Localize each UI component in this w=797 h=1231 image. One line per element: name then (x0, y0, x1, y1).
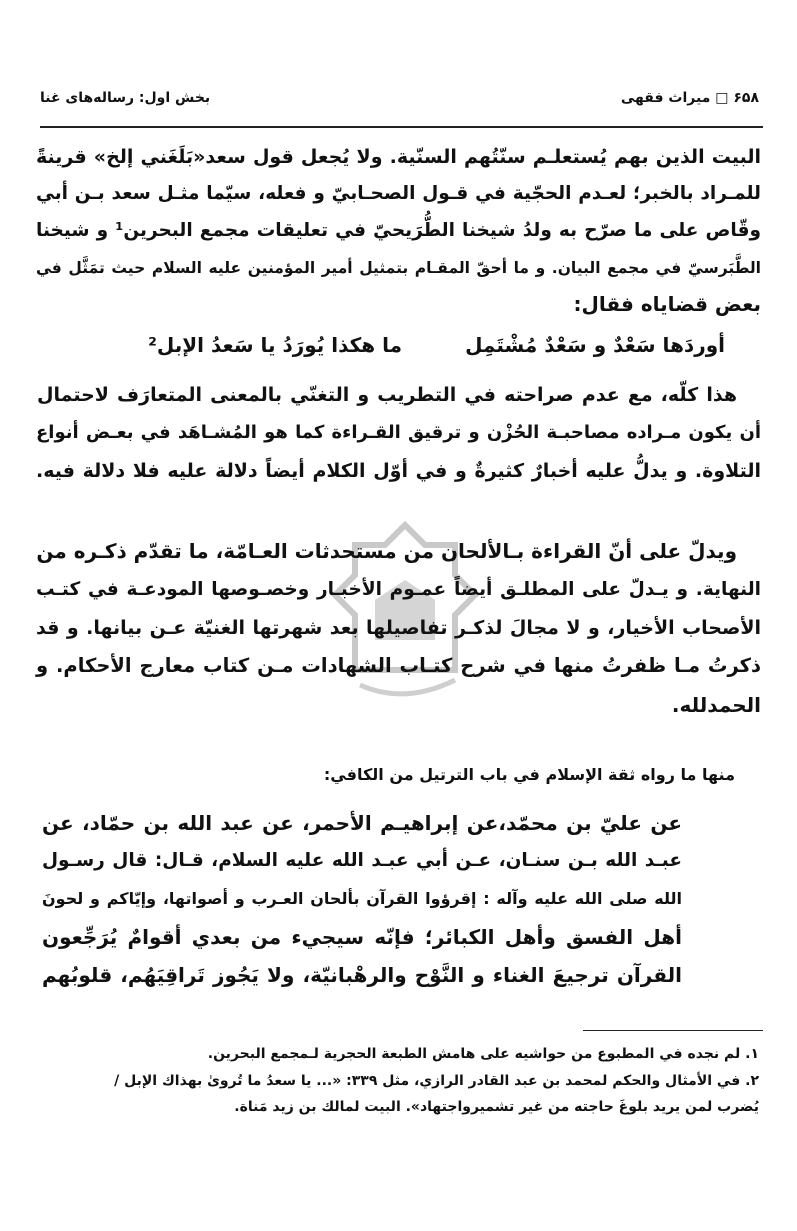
poem-hemistich-left: ما هكذا يُورَدُ يا سَعدُ الإبل² (148, 333, 402, 357)
footnote-1: ١. لم نجده في المطبوع من حواشيه على هامش الطبعة الحجرية لـمجمع البحرين. (207, 1046, 759, 1062)
footnote-rule (583, 1030, 763, 1031)
hadith-line: القرآن ترجيعَ الغناء و النَّوْح والرهْبانيّة، ولا يَجُوز تَراقِيَهُم، قلوبُهم (42, 963, 682, 987)
footnote-2-continued: يُضرب لمن يريد بلوغَ حاجته من غير تشميرواجتهاد». البيت لمالك بن زيد مَناة. (234, 1099, 759, 1115)
text-line: النهاية. و يـدلّ على المطلـق أيضاً عمـوم الأخبـار وخصـوصها المودعـة في كتـب (36, 579, 761, 600)
text-line: الطَّبَرسيّ في مجمع البيان. و ما أحقّ المقـام بتمثيل أمير المؤمنين عليه السلام حيث تمَثَّل في (36, 259, 761, 277)
page-number-header: ۶۵۸ □ میراث فقهی (620, 90, 759, 106)
header-rule (40, 126, 763, 128)
text-line: للمـراد بالخبر؛ لعـدم الحجّية في قـول الصحـابيّ و فعله، سيّما مثـل سعد بـن أبي (36, 183, 761, 204)
hadith-line: عن عليّ بن محمّد،عن إبراهيـم الأحمر، عن عبد الله بن حمّاد، عن (42, 811, 682, 835)
text-line: الحمدلله. (671, 693, 761, 717)
section-header: بخش اول: رساله‌های غنا (40, 90, 211, 106)
section-heading: منها ما رواه ثقة الإسلام في باب الترتيل من الكافي: (323, 765, 735, 784)
poem-hemistich-right: أوردَها سَعْدٌ و سَعْدٌ مُشْتَمِل (465, 333, 725, 357)
hadith-line: أهل الفسق وأهل الكبائر؛ فإنّه سيجيء من بعدي أقوامٌ يُرَجِّعون (42, 925, 682, 949)
footnote-2: ٢. في الأمثال والحكم لمحمد بن عبد القادر الرازي، مثل ٣٣٩: «... يا سعدُ ما تُروىٰ بهذاك الإبل / (114, 1073, 759, 1089)
text-line: هذا كلّه، مع عدم صراحته في التطريب و التغنّي بالمعنى المتعارَف لاحتمال (37, 384, 737, 406)
text-line: التلاوة. و يدلُّ عليه أخبارٌ كثيرةٌ و في أوّل الكلام أيضاً دلالة عليه فلا دلالة فيه. (36, 460, 761, 482)
hadith-line: عبـد الله بـن سنـان، عـن أبي عبـد الله عليه السلام، قـال: قال رسـول (42, 850, 682, 871)
text-line: أن يكون مـراده مصاحبـة الحُزْن و ترقيق القـراءة كما هو المُشـاهَد في بعـض أنواع (36, 422, 761, 443)
text-line: ذكرتُ مـا ظفرتُ منها في شرح كتـاب الشهادات مـن كتاب معارج الأحكام. و (36, 654, 761, 677)
text-line: وقّاص على ما صرّح به ولدُ شيخنا الطُّرَيحيّ في تعليقات مجمع البحرين¹ و شيخنا (36, 220, 761, 241)
text-line: ويدلّ على أنّ القراءة بـالألحان من مستحدثات العـامّة، ما تقدّم ذكـره من (36, 539, 737, 563)
hadith-line: الله صلى الله عليه وآله : إقرؤوا القرآن بألحان العـرب و أصواتها، وإيّاكم و لحونَ (42, 889, 682, 908)
text-line: البيت الذين بهم يُستعلـم سنّتُهم السنّية. ولا يُجعل قول سعد«بَلَغَني إلخ» قرينةً (36, 146, 761, 168)
text-line: بعض قضاياه فقال: (573, 292, 761, 316)
text-line: الأصحاب الأخيار، و لا مجالَ لذكـر تفاصيلها بعد شهرتها الغنيّة عـن بيانها. و قد (36, 617, 761, 639)
